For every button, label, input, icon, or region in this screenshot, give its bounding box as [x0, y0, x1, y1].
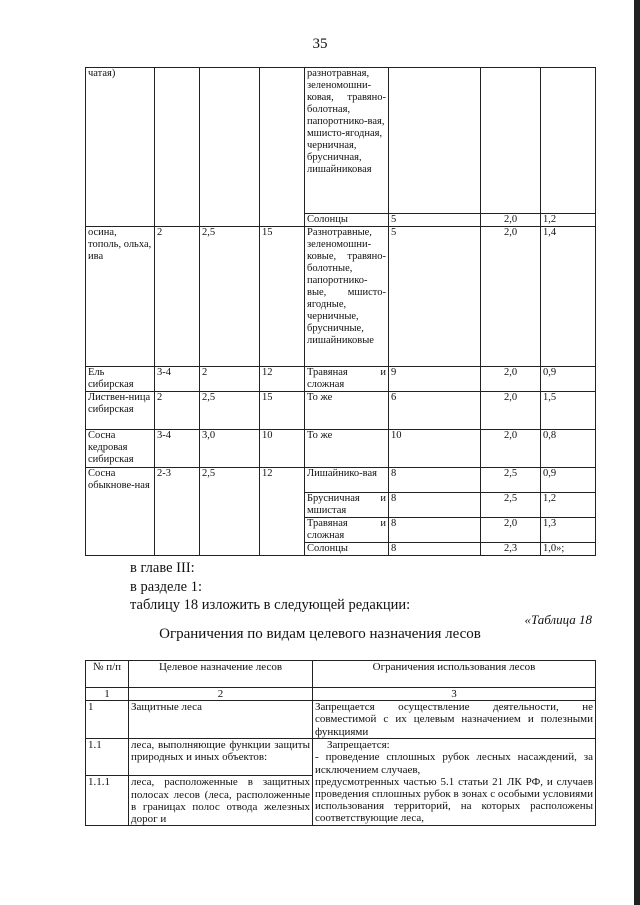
column-header: № п/п	[86, 661, 129, 688]
table-cell: 10	[260, 430, 305, 468]
table-cell: 3-4	[155, 367, 200, 392]
table-cell: 9	[389, 367, 481, 392]
forest-norms-table	[85, 67, 596, 556]
row-number: 1.1.1	[86, 776, 129, 826]
table-cell	[260, 68, 305, 214]
table-cell: 8	[389, 493, 481, 518]
purpose-cell: Защитные леса	[129, 701, 313, 739]
table-cell: Лишайнико-вая	[305, 468, 389, 493]
table-cell: 12	[260, 367, 305, 392]
table-cell: Сосна кедровая сибирская	[86, 430, 155, 468]
table-row	[86, 392, 596, 430]
table-cell: Солонцы	[305, 543, 389, 556]
table-cell: То же	[305, 392, 389, 430]
table-row	[86, 468, 596, 493]
table-row	[86, 701, 596, 739]
table-row	[86, 739, 596, 776]
table-cell: Травяная и сложная	[305, 367, 389, 392]
table-cell: 1,2	[541, 214, 596, 227]
table-title: Ограничения по видам целевого назначения лесов	[159, 626, 481, 642]
table-cell: осина, тополь, ольха, ива	[86, 227, 155, 367]
table-cell: Травяная и сложная	[305, 518, 389, 543]
purpose-cell: леса, выполняющие функции защиты природных и иных объектов:	[129, 739, 313, 776]
table-cell: 0,9	[541, 367, 596, 392]
table-cell: 2,0	[481, 227, 541, 367]
table-cell: 15	[260, 227, 305, 367]
table-cell: 8	[389, 543, 481, 556]
table-cell: 3,0	[200, 430, 260, 468]
table-cell: 12	[260, 468, 305, 556]
table-row	[86, 227, 596, 367]
page-number: 35	[312, 36, 328, 52]
row-number: 1.1	[86, 739, 129, 776]
table-cell	[155, 68, 200, 214]
table-cell: 2,0	[481, 392, 541, 430]
column-header: Целевое назначение лесов	[129, 661, 313, 688]
column-number: 1	[86, 688, 129, 701]
table-cell: 2	[155, 227, 200, 367]
table-cell: 1,4	[541, 227, 596, 367]
limits-text: - проведение сплошных рубок лесных насаждений, за исключением случаев,	[315, 751, 593, 776]
table-cell: 2,0	[481, 367, 541, 392]
table-cell: 2,5	[200, 392, 260, 430]
limits-cell	[313, 739, 596, 776]
table-cell: 3-4	[155, 430, 200, 468]
table-cell: 2,3	[481, 543, 541, 556]
table-label: «Таблица 18	[524, 612, 592, 627]
table-cell: 8	[389, 518, 481, 543]
page-edge-shadow	[634, 0, 640, 905]
table-cell: 5	[389, 214, 481, 227]
table-cell	[200, 214, 260, 227]
table-cell	[541, 68, 596, 214]
restrictions-table	[85, 660, 596, 826]
table-row	[86, 214, 596, 227]
table-cell	[260, 214, 305, 227]
column-header: Ограничения использования лесов	[313, 661, 596, 688]
table-cell	[86, 214, 155, 227]
table-row	[86, 367, 596, 392]
column-number: 3	[313, 688, 596, 701]
table-cell: 10	[389, 430, 481, 468]
table-cell: 1,0»;	[541, 543, 596, 556]
table-cell: 6	[389, 392, 481, 430]
table-cell	[200, 68, 260, 214]
table-cell: 0,9	[541, 468, 596, 493]
table-cell: 2-3	[155, 468, 200, 556]
table-cell: 1,5	[541, 392, 596, 430]
table-cell: чатая)	[86, 68, 155, 214]
paragraph-chapter: в главе III:	[130, 560, 195, 576]
table-cell: 2	[200, 367, 260, 392]
table-cell: 8	[389, 468, 481, 493]
limits-cell: предусмотренных частью 5.1 статьи 21 ЛК РФ, и случаев проведения сплошных рубок в зонах с особыми условиями использования территорий, на которых расположены соответствующие леса,	[313, 776, 596, 826]
paragraph-section: в разделе 1:	[130, 579, 203, 595]
table-row	[86, 430, 596, 468]
table-cell: Сосна обыкнове-ная	[86, 468, 155, 556]
table-cell: 2,0	[481, 214, 541, 227]
table-cell: разнотравная, зеленомошни-ковая, травяно-болотная, папоротнико-вая, мшисто-ягодная, черничная, брусничная, лишайниковая	[305, 68, 389, 214]
limits-cell: Запрещается осуществление деятельности, не совместимой с их целевым назначением и полезными функциями	[313, 701, 596, 739]
table-cell: 1,3	[541, 518, 596, 543]
table-cell: 2,0	[481, 430, 541, 468]
table-row	[86, 68, 596, 214]
limits-heading: Запрещается:	[327, 739, 390, 752]
paragraph-instruction: таблицу 18 изложить в следующей редакции:	[130, 597, 411, 613]
table-cell: 1,2	[541, 493, 596, 518]
table-header-row	[86, 661, 596, 688]
table-cell: 0,8	[541, 430, 596, 468]
table-cell: 2,5	[200, 227, 260, 367]
table-cell	[155, 214, 200, 227]
table-cell: 2,5	[481, 468, 541, 493]
table-cell: Брусничная и мшистая	[305, 493, 389, 518]
column-number: 2	[129, 688, 313, 701]
table-cell: Ель сибирская	[86, 367, 155, 392]
table-cell	[389, 68, 481, 214]
purpose-cell: леса, расположенные в защитных полосах лесов (леса, расположенные в границах полос отвода железных дорог и	[129, 776, 313, 826]
table-cell: Разнотравные, зеленомошни-ковые, травяно-болотные, папоротнико-вые, мшисто-ягодные, черничные, брусничные, лишайниковые	[305, 227, 389, 367]
row-number: 1	[86, 701, 129, 739]
table-cell: 2,0	[481, 518, 541, 543]
table-cell: Солонцы	[305, 214, 389, 227]
table-cell: 5	[389, 227, 481, 367]
table-cell: Листвен-ница сибирская	[86, 392, 155, 430]
table-cell: 2	[155, 392, 200, 430]
table-cell: 2,5	[481, 493, 541, 518]
table-cell	[481, 68, 541, 214]
table-cell: 15	[260, 392, 305, 430]
table-cell: То же	[305, 430, 389, 468]
column-number-row	[86, 688, 596, 701]
table-cell: 2,5	[200, 468, 260, 556]
table-row	[86, 776, 596, 826]
